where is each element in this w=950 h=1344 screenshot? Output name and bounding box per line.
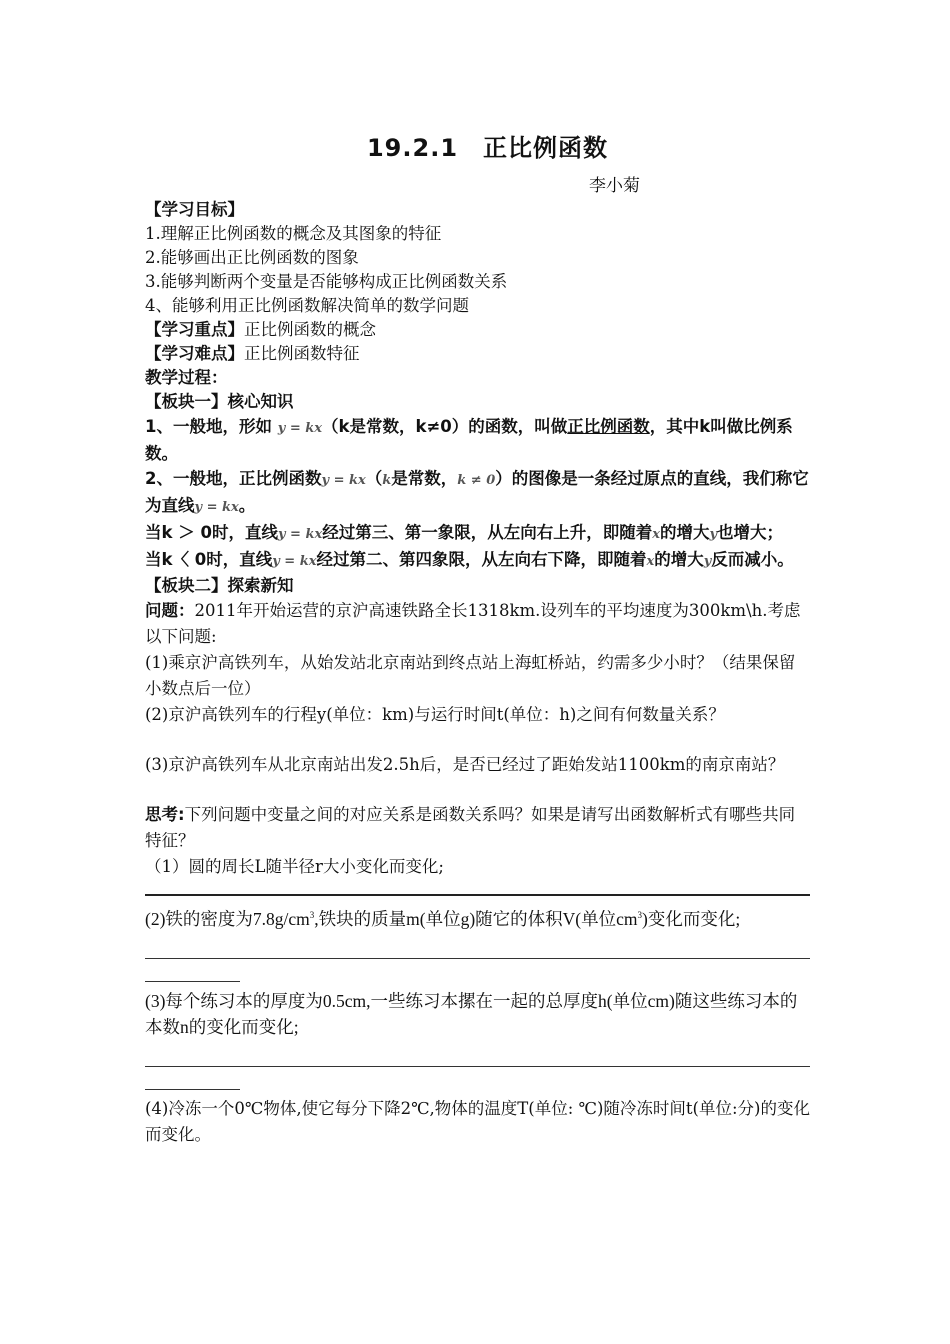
text-run: (2)铁的密度为7.8g/cm (145, 908, 310, 929)
goal-item: 2.能够画出正比例函数的图象 (145, 248, 359, 267)
goal-item: 1.理解正比例函数的概念及其图象的特征 (145, 224, 442, 243)
superscript: 3 (309, 910, 315, 920)
question-1: (1)乘京沪高铁列车，从始发站北京南站到终点站上海虹桥站，约需多少小时？（结果保留小数点后一位） (145, 653, 796, 698)
formula: x (652, 527, 660, 542)
text-run: 1、一般地，形如 (145, 417, 278, 436)
problem-paragraph (145, 598, 810, 650)
text-run: 。 (238, 496, 256, 515)
answer-line-end[interactable] (145, 1067, 240, 1090)
answer-line[interactable] (145, 894, 810, 896)
text-run: 当k ＞ 0时，直线 (145, 523, 278, 542)
formula: y = kx (321, 473, 366, 488)
text-run: 2、一般地，正比例函数 (145, 469, 322, 488)
block1-heading: 【板块一】核心知识 (145, 392, 294, 411)
difficulty-text: 正比例函数特征 (244, 344, 360, 363)
formula: k ≠ 0 (457, 473, 496, 488)
formula: y = kx (277, 527, 323, 542)
problem-text: 2011年开始运营的京沪高速铁路全长1318km.设列车的平均速度为300km\h.考虑以下问题: (145, 601, 801, 646)
text-run: 的增大 (659, 523, 710, 542)
think-text: 下列问题中变量之间的对应关系是函数关系吗？如果是请写出函数解析式有哪些共同特征？ (145, 805, 796, 850)
formula: y = kx (272, 554, 317, 569)
focus-line (145, 318, 810, 342)
think-item-3: (3)每个练习本的厚度为0.5cm,一些练习本摞在一起的总厚度h(单位cm)随这些练习本的本数n的变化而变化; (145, 990, 798, 1037)
text-run: ）的图像是一条经过原点的直线，我们称它为直线 (145, 469, 809, 515)
graph-paragraph (145, 466, 810, 520)
formula: y (703, 554, 712, 569)
answer-line-end[interactable] (145, 959, 240, 982)
spacer (145, 778, 810, 802)
spacer (145, 728, 810, 752)
text-run: 的增大 (654, 550, 704, 569)
think-item-2 (145, 902, 810, 932)
formula: y = kx (194, 500, 239, 515)
focus-text: 正比例函数的概念 (244, 320, 376, 339)
superscript: 3 (637, 910, 643, 920)
text-run: （ (365, 469, 383, 488)
text-run: 当k〈 0时，直线 (145, 550, 273, 569)
answer-line[interactable] (145, 1042, 810, 1067)
think-label: 思考: (145, 805, 185, 824)
think-item-4: (4)冷冻一个0℃物体,使它每分下降2℃,物体的温度T(单位: ℃)随冷冻时间t(单位:分)的变化而变化。 (145, 1098, 810, 1144)
text-run: ,铁块的质量m(单位g)随它的体积V(单位cm (314, 908, 638, 929)
goals-heading: 【学习目标】 (145, 200, 244, 219)
text-run: 是常数， (391, 469, 458, 488)
formula: x (646, 554, 655, 569)
text-run: 经过第二、第四象限，从左向右下降，即随着 (316, 550, 647, 569)
think-item-1: （1）圆的周长L随半径r大小变化而变化; (145, 857, 444, 876)
goal-item: 3.能够判断两个变量是否能够构成正比例函数关系 (145, 272, 508, 291)
question-3: (3)京沪高铁列车从北京南站出发2.5h后，是否已经过了距始发站1100km的南京南站？ (145, 755, 785, 774)
focus-label: 【学习重点】 (145, 320, 244, 339)
term-underlined: 正比例函数 (567, 417, 650, 436)
text-run: 也增大； (717, 523, 784, 542)
text-run: 经过第三、第一象限，从左向右上升，即随着 (322, 523, 653, 542)
negative-k-paragraph (145, 547, 810, 574)
difficulty-line (145, 342, 810, 366)
text-run: 反而减小。 (711, 550, 794, 569)
block2-heading: 【板块二】探索新知 (145, 576, 294, 595)
text-run: ，其中k叫做比例系数。 (145, 417, 793, 463)
think-paragraph (145, 802, 810, 854)
text-run: （k是常数，k≠0）的函数，叫做 (322, 417, 568, 436)
text-run: )变化而变化; (642, 908, 741, 929)
positive-k-paragraph (145, 520, 810, 547)
process-label: 教学过程： (145, 368, 228, 387)
answer-line[interactable] (145, 934, 810, 959)
definition-paragraph (145, 414, 810, 466)
formula: y (709, 527, 718, 542)
question-2: (2)京沪高铁列车的行程y(单位：km)与运行时间t(单位：h)之间有何数量关系？ (145, 705, 725, 724)
goal-item: 4、能够利用正比例函数解决简单的数学问题 (145, 296, 469, 315)
difficulty-label: 【学习难点】 (145, 344, 244, 363)
author-name: 李小菊 (589, 176, 640, 196)
formula: y = kx (277, 421, 322, 436)
page-title: 19.2.1 正比例函数 (366, 134, 609, 162)
problem-label: 问题： (145, 601, 195, 620)
formula: k (382, 473, 392, 488)
